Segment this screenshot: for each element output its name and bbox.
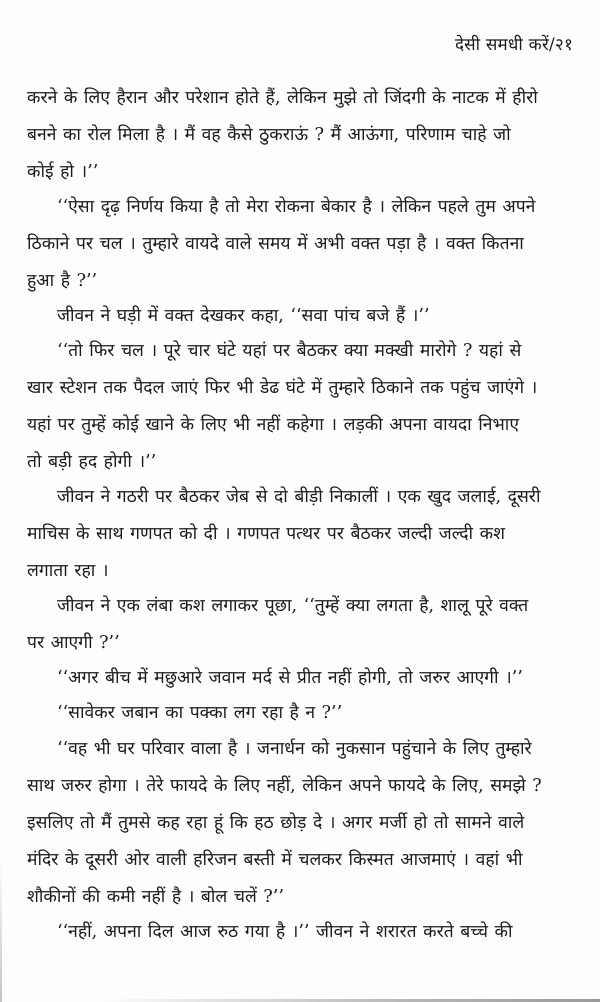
text-line: हुआ है ?’’ [27, 271, 98, 291]
running-header: देसी समधी करें/२१ [454, 35, 573, 55]
text-line: मंदिर के दूसरी ओर वाली हरिजन बस्ती में चलकर किस्मत आजमाएं । वहां भी [27, 850, 523, 870]
text-line: माचिस के साथ गणपत को दी । गणपत पत्थर पर बैठकर जल्दी जल्दी कश [27, 524, 505, 544]
text-line: यहां पर तुम्हें कोई खाने के लिए भी नहीं कहेगा । लड़की अपना वायदा निभाए [27, 415, 520, 435]
text-line: तो बड़ी हद होगी ।’’ [27, 452, 157, 472]
paragraph-start: जीवन ने एक लंबा कश लगाकर पूछा, ‘‘तुम्हें क्या लगता है, शालू पूरे वक्त [57, 596, 529, 616]
text-line: साथ जरुर होगा । तेरे फायदे के लिए नहीं, लेकिन अपने फायदे के लिए, समझे ? [27, 776, 542, 796]
text-line: करने के लिए हैरान और परेशान होते हैं, लेकिन मुझे तो जिंदगी के नाटक में हीरो [27, 88, 538, 108]
text-line: बनने का रोल मिला है । मैं वह कैसे ठुकराऊं ? मैं आऊंगा, परिणाम चाहे जो [27, 125, 511, 145]
text-line: लगाता रहा । [27, 561, 109, 581]
paragraph-start: ‘‘तो फिर चल । पूरे चार घंटे यहां पर बैठकर क्या मक्खी मारोगे ? यहां से [57, 341, 522, 361]
text-line: पर आएगी ?’’ [27, 633, 120, 653]
paragraph-start: ‘‘ऐसा दृढ़ निर्णय किया है तो मेरा रोकना बेकार है । लेकिन पहले तुम अपने [57, 197, 536, 217]
text-line: शौकीनों की कमी नहीं है । बोल चलें ?’’ [27, 887, 284, 907]
paragraph-start: ‘‘अगर बीच में मछुआरे जवान मर्द से प्रीत नहीं होगी, तो जरुर आएगी ।’’ [57, 668, 523, 688]
paragraph-start: ‘‘सावेकर जबान का पक्का लग रहा है न ?’’ [57, 703, 343, 723]
text-line: इसलिए तो मैं तुमसे कह रहा हूं कि हठ छोड़ दे । अगर मर्जी हो तो सामने वाले [27, 813, 525, 833]
text-line: कोई हो ।’’ [27, 162, 99, 182]
text-line: ठिकाने पर चल । तुम्हारे वायदे वाले समय में अभी वक्त पड़ा है । वक्त कितना [27, 234, 524, 254]
paragraph-start: ‘‘वह भी घर परिवार वाला है । जनार्धन को नुकसान पहुंचाने के लिए तुम्हारे [57, 739, 532, 759]
text-line: खार स्टेशन तक पैदल जाएं फिर भी डेढ घंटे में तुम्हारे ठिकाने तक पहुंच जाएंगे । [27, 378, 538, 398]
paragraph-start: जीवन ने घड़ी में वक्त देखकर कहा, ‘‘सवा पांच बजे हैं ।’’ [57, 306, 430, 326]
paragraph-start: ‘‘नहीं, अपना दिल आज रुठ गया है ।’’ जीवन ने शरारत करते बच्चे की [57, 922, 513, 942]
paragraph-start: जीवन ने गठरी पर बैठकर जेब से दो बीड़ी निकालीं । एक खुद जलाई, दूसरी [57, 487, 541, 507]
page-edge-shadow-left [0, 860, 2, 1002]
